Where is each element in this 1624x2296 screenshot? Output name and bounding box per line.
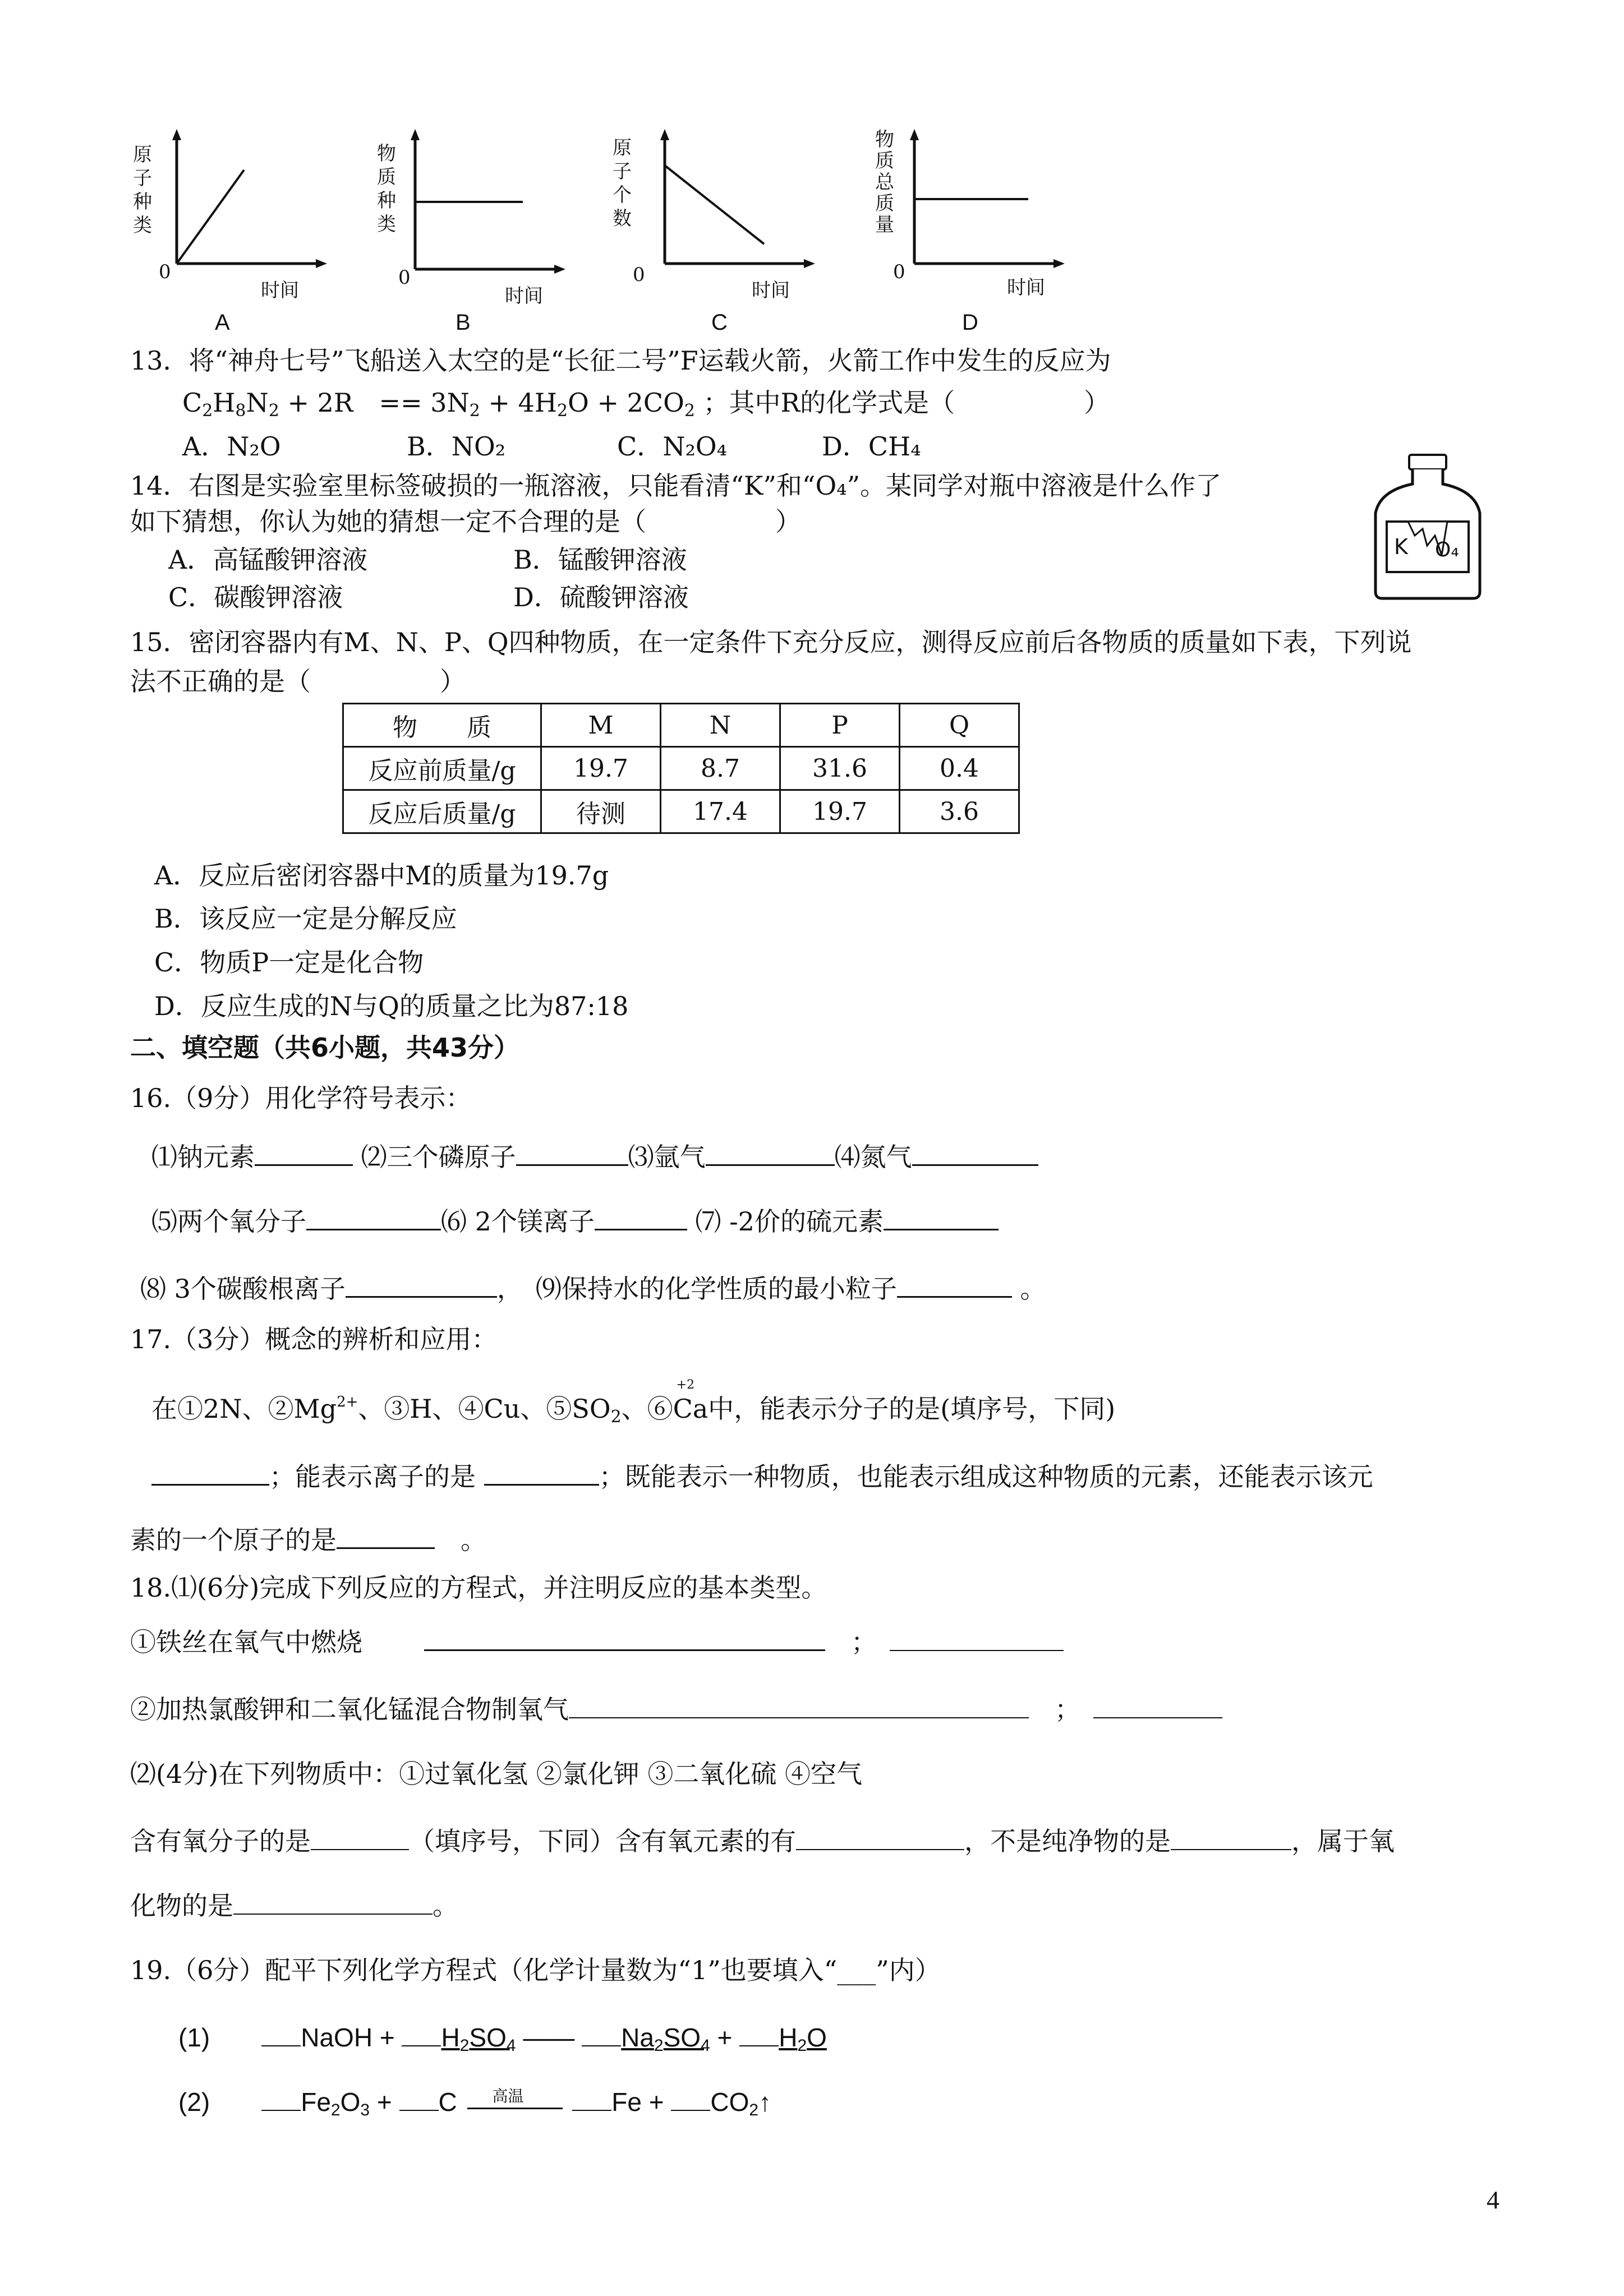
answer-blank[interactable] xyxy=(484,1484,599,1486)
q18-r2-line xyxy=(130,1694,1222,1725)
q17-l2a: ；能表示离子的是 xyxy=(269,1461,476,1492)
graph-c-xlabel: 时间 xyxy=(752,279,790,302)
mass-table xyxy=(342,703,1020,834)
q13-formula: $C_2H_8N_2 + 2R$ == $3N_2 + 4H_2O + 2CO_2$ xyxy=(182,388,695,421)
graph-a-origin: 0 xyxy=(159,261,171,283)
table-cell: 0.4 xyxy=(900,747,1019,790)
table-cell: 17.4 xyxy=(661,790,780,833)
ca-valence-mark: +2 xyxy=(676,1378,695,1392)
q19-eq1: (1) NaOH + $H_2SO_4$ —— $Na_2SO_4 + H_2O$ xyxy=(178,2023,827,2055)
answer-blank[interactable] xyxy=(151,1484,269,1486)
graph-d-ylabel: 物质总质量 xyxy=(875,128,894,236)
coef-blank[interactable] xyxy=(399,2110,439,2111)
answer-blank[interactable] xyxy=(897,1296,1012,1298)
q19-eq2-number: (2) xyxy=(178,2087,210,2117)
graph-d-xlabel: 时间 xyxy=(1007,276,1045,299)
q16-end: 。 xyxy=(1020,1274,1046,1304)
q16-line1 xyxy=(151,1144,1038,1170)
answer-blank[interactable] xyxy=(1171,1849,1291,1850)
q15-stem-line1: 15．密闭容器内有M、N、P、Q四种物质，在一定条件下充分反应，测得反应前后各物质的质量如下表，下列说 xyxy=(130,627,1412,657)
answer-blank[interactable] xyxy=(311,1849,409,1850)
answer-blank[interactable] xyxy=(890,1650,1064,1651)
q18-l1b: （填序号，下同）含有氧元素的有 xyxy=(409,1826,796,1856)
q16-item4: ⑷氮气 xyxy=(834,1142,912,1172)
table-cell: 反应前质量/g xyxy=(343,747,541,790)
q13-stem: 13．将“神舟七号”飞船送入太空的是“长征二号”F运载火箭，火箭工作中发生的反应为 xyxy=(130,345,1111,376)
q15-option-c: C．物质P一定是化合物 xyxy=(154,947,424,978)
coef-blank[interactable] xyxy=(402,2045,441,2046)
q17-tail: 中，能表示分子的是(填序号，下同) xyxy=(708,1394,1116,1424)
q18-l1c: ，不是纯净物的是 xyxy=(964,1826,1171,1856)
q13-eq-tail: ；其中R的化学式是（ ） xyxy=(703,388,1110,418)
bottle-label-o4: O₄ xyxy=(1435,538,1459,561)
reagent-bottle-image xyxy=(1369,451,1487,603)
q16-item6: ⑹ 2个镁离子 xyxy=(441,1206,595,1237)
graph-b-letter: B xyxy=(456,310,471,335)
table-header-cell: P xyxy=(780,704,900,747)
graph-b-xlabel: 时间 xyxy=(505,285,543,307)
graph-a xyxy=(121,126,328,339)
answer-blank[interactable] xyxy=(516,1164,628,1166)
q18-l2a: 化物的是 xyxy=(130,1891,233,1921)
q16-item5: ⑸两个氧分子 xyxy=(151,1206,306,1237)
table-cell: 8.7 xyxy=(661,747,780,790)
table-cell: 31.6 xyxy=(780,747,900,790)
q16-item1: ⑴钠元素 xyxy=(151,1142,255,1172)
table-row xyxy=(343,790,1019,833)
q19-eq2: (2) $Fe_2O_3 + C$ 高温 $Fe + CO_2↑$ xyxy=(178,2086,772,2119)
q13-option-b: B．NO₂ xyxy=(407,431,506,462)
page-number: 4 xyxy=(1487,2186,1499,2214)
q18-part2-stem: ⑵(4分)在下列物质中：①过氧化氢 ②氯化钾 ③二氧化硫 ④空气 xyxy=(130,1759,863,1789)
q17-line3 xyxy=(130,1527,486,1553)
graph-d xyxy=(858,126,1083,339)
q17-l2b: ；既能表示一种物质，也能表示组成这种物质的元素，还能表示该元 xyxy=(599,1461,1373,1492)
table-header-row xyxy=(343,704,1019,747)
bottle-label-k: K xyxy=(1394,534,1408,559)
q14-stem-line2: 如下猜想，你认为她的猜想一定不合理的是（ ） xyxy=(130,506,801,537)
q17-symbol-list: 在①2N、$②Mg^{2+}$、③H、④Cu、$⑤SO_2$、⑥Ca +2 xyxy=(151,1378,709,1427)
graph-b-origin: 0 xyxy=(398,266,411,289)
answer-blank[interactable] xyxy=(912,1164,1038,1166)
q14-option-b: B．锰酸钾溶液 xyxy=(513,545,687,575)
q17-line1 xyxy=(151,1378,1116,1427)
table-cell: 3.6 xyxy=(900,790,1019,833)
q15-stem-line2: 法不正确的是（ ） xyxy=(130,666,466,697)
q18-l1d: ，属于氧 xyxy=(1291,1826,1395,1856)
table-header-cell: Q xyxy=(900,704,1019,747)
answer-blank[interactable] xyxy=(255,1164,353,1166)
q18-part2-line2 xyxy=(130,1893,458,1919)
table-cell: 反应后质量/g xyxy=(343,790,541,833)
q14-stem-line1: 14．右图是实验室里标签破损的一瓶溶液，只能看清“K”和“O₄”。某同学对瓶中溶液是什么作了 xyxy=(130,471,1222,501)
answer-blank[interactable] xyxy=(306,1229,441,1230)
answer-blank[interactable] xyxy=(595,1229,687,1230)
coef-blank[interactable] xyxy=(572,2110,611,2111)
table-header-cell: N xyxy=(661,704,780,747)
graph-c-origin: 0 xyxy=(633,264,645,286)
q16-item7: ⑺ -2价的硫元素 xyxy=(695,1206,884,1237)
table-header-cell: 物 质 xyxy=(343,704,541,747)
q16-line2 xyxy=(151,1206,999,1237)
graph-d-origin: 0 xyxy=(893,261,905,283)
q15-option-b: B．该反应一定是分解反应 xyxy=(154,903,457,934)
q19-stem: 19.（6分）配平下列化学方程式（化学计量数为“1”也要填入“___”内） xyxy=(130,1955,941,1985)
q18-r1-line xyxy=(130,1629,1064,1655)
section-heading: 二、填空题（共6小题，共43分） xyxy=(130,1032,520,1063)
coef-blank[interactable] xyxy=(739,2045,779,2046)
answer-blank[interactable] xyxy=(884,1229,999,1230)
q13-option-a: A．N₂O xyxy=(182,431,281,462)
graph-c-svg xyxy=(606,126,819,339)
table-header-cell: M xyxy=(541,704,661,747)
q18-l1a: 含有氧分子的是 xyxy=(130,1826,311,1856)
q16-line3: ⑻ 3个碳酸根离子 ， ⑼保持水的化学性质的最小粒子 。 xyxy=(140,1274,1046,1304)
table-cell: 19.7 xyxy=(541,747,661,790)
graph-b xyxy=(365,126,578,339)
answer-blank[interactable] xyxy=(233,1914,433,1915)
table-cell: 待测 xyxy=(541,790,661,833)
graph-a-ylabel: 原子种类 xyxy=(133,144,152,237)
q13-option-c: C．N₂O₄ xyxy=(617,431,728,462)
q17-stem: 17.（3分）概念的辨析和应用： xyxy=(130,1324,498,1354)
q14-option-d: D．硫酸钾溶液 xyxy=(513,582,689,612)
q17-line2 xyxy=(151,1461,1373,1492)
table-row xyxy=(343,747,1019,790)
gas-arrow-icon: ↑ xyxy=(758,2087,772,2117)
q13-equation xyxy=(182,390,1110,419)
table-cell: 19.7 xyxy=(780,790,900,833)
q15-option-d: D．反应生成的N与Q的质量之比为87:18 xyxy=(154,991,629,1021)
answer-blank[interactable] xyxy=(569,1717,1029,1718)
graph-c-ylabel: 原子个数 xyxy=(613,137,632,230)
q13-option-d: D．CH₄ xyxy=(822,431,921,462)
coef-blank[interactable] xyxy=(671,2110,710,2111)
q14-option-c: C．碳酸钾溶液 xyxy=(168,582,343,612)
q17-l3: 素的一个原子的是 xyxy=(130,1525,337,1555)
q18-sep1: ； xyxy=(851,1627,864,1657)
answer-blank[interactable] xyxy=(796,1849,964,1850)
graph-c-letter: C xyxy=(711,310,728,335)
graph-a-xlabel: 时间 xyxy=(261,279,299,302)
answer-blank[interactable] xyxy=(1093,1717,1222,1718)
graph-b-ylabel: 物质种类 xyxy=(377,142,396,236)
graph-d-letter: D xyxy=(962,310,978,335)
graph-c xyxy=(606,126,819,339)
answer-blank[interactable] xyxy=(424,1649,825,1651)
reaction-condition: 高温 xyxy=(492,2086,524,2105)
q18-part2-line1 xyxy=(130,1828,1395,1854)
q19-eq1-number: (1) xyxy=(178,2023,210,2052)
answer-blank[interactable] xyxy=(346,1296,497,1298)
q14-option-a: A．高锰酸钾溶液 xyxy=(168,545,368,575)
q17-end: 。 xyxy=(461,1525,486,1555)
q18-l2b: 。 xyxy=(433,1891,458,1921)
q16-item3: ⑶氩气 xyxy=(628,1142,706,1172)
bottle-svg xyxy=(1369,451,1487,603)
q18-stem: 18.⑴(6分)完成下列反应的方程式，并注明反应的基本类型。 xyxy=(130,1573,827,1603)
q16-item9: ⑼保持水的化学性质的最小粒子 xyxy=(535,1274,897,1304)
q16-stem: 16.（9分）用化学符号表示： xyxy=(130,1083,472,1113)
q15-option-a: A．反应后密闭容器中M的质量为19.7g xyxy=(154,860,609,891)
coef-blank[interactable] xyxy=(261,2045,301,2046)
q16-item2: ⑵三个磷原子 xyxy=(361,1142,516,1172)
q16-item8: ⑻ 3个碳酸根离子 xyxy=(140,1274,346,1304)
q18-r1: ①铁丝在氧气中燃烧 xyxy=(130,1627,362,1657)
coef-blank[interactable] xyxy=(261,2110,301,2111)
answer-blank[interactable] xyxy=(337,1547,435,1549)
graph-a-letter: A xyxy=(215,310,230,335)
q18-r2: ②加热氯酸钾和二氧化锰混合物制氧气 xyxy=(130,1694,569,1725)
q18-sep2: ； xyxy=(1055,1694,1068,1725)
answer-blank[interactable] xyxy=(706,1164,835,1166)
coef-blank[interactable] xyxy=(582,2045,621,2046)
